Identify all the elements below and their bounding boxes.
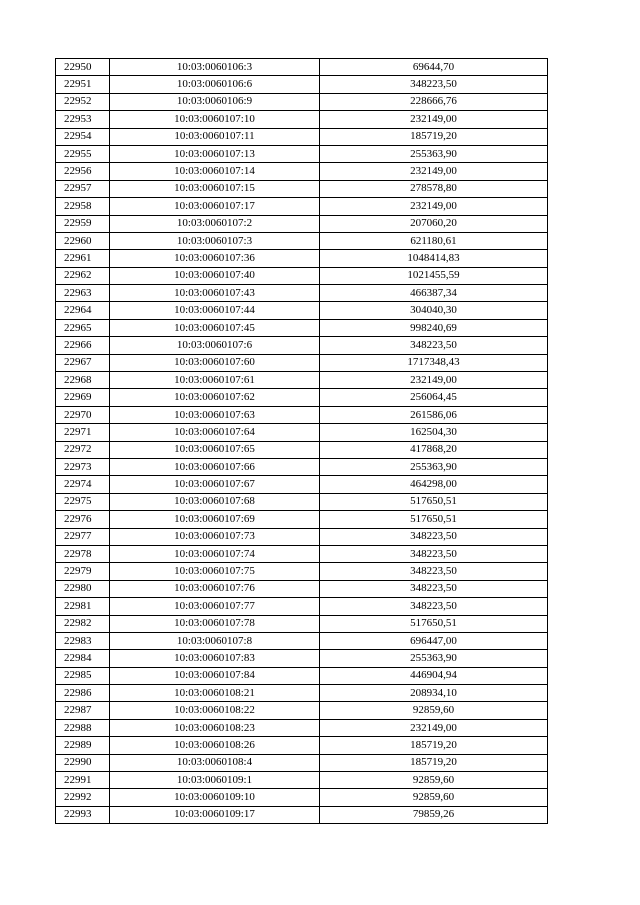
table-row	[56, 493, 548, 510]
cadastral-number-cell: 10:03:0060106:9	[110, 93, 320, 110]
row-number-cell: 22954	[56, 128, 110, 145]
amount-cell: 446904,94	[320, 667, 548, 684]
table-row	[56, 285, 548, 302]
row-number-cell: 22973	[56, 458, 110, 475]
row-number-cell: 22976	[56, 511, 110, 528]
row-number-cell: 22978	[56, 545, 110, 562]
row-number-cell: 22972	[56, 441, 110, 458]
amount-cell: 185719,20	[320, 128, 548, 145]
table-row	[56, 458, 548, 475]
table-row	[56, 93, 548, 110]
cadastral-number-cell: 10:03:0060107:74	[110, 545, 320, 562]
cadastral-number-cell: 10:03:0060107:61	[110, 372, 320, 389]
table-row	[56, 76, 548, 93]
cadastral-number-cell: 10:03:0060107:3	[110, 232, 320, 249]
amount-cell: 92859,60	[320, 702, 548, 719]
row-number-cell: 22958	[56, 198, 110, 215]
row-number-cell: 22961	[56, 250, 110, 267]
amount-cell: 517650,51	[320, 493, 548, 510]
amount-cell: 1717348,43	[320, 354, 548, 371]
amount-cell: 228666,76	[320, 93, 548, 110]
row-number-cell: 22992	[56, 789, 110, 806]
cadastral-number-cell: 10:03:0060107:76	[110, 580, 320, 597]
amount-cell: 255363,90	[320, 458, 548, 475]
table-row	[56, 145, 548, 162]
cadastral-number-cell: 10:03:0060107:69	[110, 511, 320, 528]
amount-cell: 1021455,59	[320, 267, 548, 284]
amount-cell: 208934,10	[320, 685, 548, 702]
table-row	[56, 806, 548, 823]
amount-cell: 92859,60	[320, 772, 548, 789]
table-row	[56, 198, 548, 215]
cadastral-number-cell: 10:03:0060107:36	[110, 250, 320, 267]
amount-cell: 464298,00	[320, 476, 548, 493]
row-number-cell: 22977	[56, 528, 110, 545]
row-number-cell: 22967	[56, 354, 110, 371]
table-row	[56, 389, 548, 406]
amount-cell: 232149,00	[320, 372, 548, 389]
cadastral-number-cell: 10:03:0060107:73	[110, 528, 320, 545]
table-row	[56, 789, 548, 806]
cadastral-number-cell: 10:03:0060107:60	[110, 354, 320, 371]
cadastral-number-cell: 10:03:0060106:3	[110, 59, 320, 76]
row-number-cell: 22984	[56, 650, 110, 667]
cadastral-number-cell: 10:03:0060107:63	[110, 406, 320, 423]
row-number-cell: 22971	[56, 424, 110, 441]
amount-cell: 517650,51	[320, 511, 548, 528]
row-number-cell: 22988	[56, 719, 110, 736]
amount-cell: 621180,61	[320, 232, 548, 249]
amount-cell: 998240,69	[320, 319, 548, 336]
amount-cell: 1048414,83	[320, 250, 548, 267]
row-number-cell: 22970	[56, 406, 110, 423]
row-number-cell: 22989	[56, 737, 110, 754]
table-row	[56, 128, 548, 145]
amount-cell: 69644,70	[320, 59, 548, 76]
row-number-cell: 22969	[56, 389, 110, 406]
table-row	[56, 772, 548, 789]
row-number-cell: 22980	[56, 580, 110, 597]
row-number-cell: 22957	[56, 180, 110, 197]
row-number-cell: 22981	[56, 598, 110, 615]
amount-cell: 185719,20	[320, 737, 548, 754]
amount-cell: 256064,45	[320, 389, 548, 406]
amount-cell: 348223,50	[320, 563, 548, 580]
table-row	[56, 215, 548, 232]
amount-cell: 466387,34	[320, 285, 548, 302]
cadastral-number-cell: 10:03:0060106:6	[110, 76, 320, 93]
table-row	[56, 650, 548, 667]
amount-cell: 348223,50	[320, 76, 548, 93]
row-number-cell: 22982	[56, 615, 110, 632]
table-row	[56, 580, 548, 597]
cadastral-number-cell: 10:03:0060109:10	[110, 789, 320, 806]
table-row	[56, 354, 548, 371]
amount-cell: 232149,00	[320, 163, 548, 180]
row-number-cell: 22951	[56, 76, 110, 93]
cadastral-number-cell: 10:03:0060107:14	[110, 163, 320, 180]
row-number-cell: 22968	[56, 372, 110, 389]
table-row	[56, 632, 548, 649]
table-row	[56, 598, 548, 615]
cadastral-number-cell: 10:03:0060107:64	[110, 424, 320, 441]
table-row	[56, 180, 548, 197]
table-row	[56, 719, 548, 736]
cadastral-number-cell: 10:03:0060107:8	[110, 632, 320, 649]
table-row	[56, 232, 548, 249]
cadastral-number-cell: 10:03:0060107:40	[110, 267, 320, 284]
table-row	[56, 111, 548, 128]
cadastral-number-cell: 10:03:0060108:26	[110, 737, 320, 754]
table-row	[56, 267, 548, 284]
cadastral-number-cell: 10:03:0060108:23	[110, 719, 320, 736]
row-number-cell: 22986	[56, 685, 110, 702]
row-number-cell: 22950	[56, 59, 110, 76]
cadastral-number-cell: 10:03:0060107:77	[110, 598, 320, 615]
table-row	[56, 528, 548, 545]
amount-cell: 232149,00	[320, 198, 548, 215]
amount-cell: 348223,50	[320, 337, 548, 354]
table-row	[56, 754, 548, 771]
table-row	[56, 702, 548, 719]
cadastral-number-cell: 10:03:0060107:2	[110, 215, 320, 232]
cadastral-number-cell: 10:03:0060107:66	[110, 458, 320, 475]
amount-cell: 92859,60	[320, 789, 548, 806]
cadastral-number-cell: 10:03:0060109:17	[110, 806, 320, 823]
row-number-cell: 22975	[56, 493, 110, 510]
amount-cell: 232149,00	[320, 719, 548, 736]
table-row	[56, 319, 548, 336]
amount-cell: 185719,20	[320, 754, 548, 771]
row-number-cell: 22962	[56, 267, 110, 284]
cadastral-number-cell: 10:03:0060107:10	[110, 111, 320, 128]
row-number-cell: 22955	[56, 145, 110, 162]
amount-cell: 162504,30	[320, 424, 548, 441]
row-number-cell: 22983	[56, 632, 110, 649]
amount-cell: 261586,06	[320, 406, 548, 423]
data-table	[55, 58, 548, 824]
table-row	[56, 476, 548, 493]
table-row	[56, 372, 548, 389]
row-number-cell: 22979	[56, 563, 110, 580]
cadastral-number-cell: 10:03:0060107:68	[110, 493, 320, 510]
amount-cell: 278578,80	[320, 180, 548, 197]
row-number-cell: 22956	[56, 163, 110, 180]
amount-cell: 304040,30	[320, 302, 548, 319]
cadastral-number-cell: 10:03:0060108:21	[110, 685, 320, 702]
table-body	[56, 59, 548, 824]
row-number-cell: 22966	[56, 337, 110, 354]
table-row	[56, 667, 548, 684]
cadastral-number-cell: 10:03:0060107:78	[110, 615, 320, 632]
row-number-cell: 22985	[56, 667, 110, 684]
row-number-cell: 22965	[56, 319, 110, 336]
amount-cell: 417868,20	[320, 441, 548, 458]
amount-cell: 517650,51	[320, 615, 548, 632]
cadastral-number-cell: 10:03:0060107:17	[110, 198, 320, 215]
amount-cell: 255363,90	[320, 650, 548, 667]
cadastral-number-cell: 10:03:0060107:75	[110, 563, 320, 580]
cadastral-number-cell: 10:03:0060107:13	[110, 145, 320, 162]
amount-cell: 255363,90	[320, 145, 548, 162]
amount-cell: 348223,50	[320, 528, 548, 545]
table-row	[56, 685, 548, 702]
table-row	[56, 406, 548, 423]
table-row	[56, 302, 548, 319]
cadastral-number-cell: 10:03:0060107:11	[110, 128, 320, 145]
cadastral-number-cell: 10:03:0060108:22	[110, 702, 320, 719]
table-row	[56, 737, 548, 754]
row-number-cell: 22964	[56, 302, 110, 319]
row-number-cell: 22963	[56, 285, 110, 302]
amount-cell: 696447,00	[320, 632, 548, 649]
cadastral-number-cell: 10:03:0060107:67	[110, 476, 320, 493]
row-number-cell: 22987	[56, 702, 110, 719]
table-row	[56, 250, 548, 267]
cadastral-number-cell: 10:03:0060107:83	[110, 650, 320, 667]
table-row	[56, 563, 548, 580]
row-number-cell: 22990	[56, 754, 110, 771]
amount-cell: 79859,26	[320, 806, 548, 823]
table-row	[56, 163, 548, 180]
cadastral-number-cell: 10:03:0060107:45	[110, 319, 320, 336]
table-row	[56, 424, 548, 441]
row-number-cell: 22991	[56, 772, 110, 789]
cadastral-number-cell: 10:03:0060107:43	[110, 285, 320, 302]
amount-cell: 232149,00	[320, 111, 548, 128]
cadastral-number-cell: 10:03:0060107:44	[110, 302, 320, 319]
cadastral-number-cell: 10:03:0060107:62	[110, 389, 320, 406]
row-number-cell: 22953	[56, 111, 110, 128]
row-number-cell: 22959	[56, 215, 110, 232]
table-row	[56, 337, 548, 354]
cadastral-number-cell: 10:03:0060109:1	[110, 772, 320, 789]
amount-cell: 348223,50	[320, 580, 548, 597]
amount-cell: 348223,50	[320, 598, 548, 615]
table-row	[56, 615, 548, 632]
cadastral-number-cell: 10:03:0060107:84	[110, 667, 320, 684]
row-number-cell: 22952	[56, 93, 110, 110]
cadastral-number-cell: 10:03:0060108:4	[110, 754, 320, 771]
row-number-cell: 22974	[56, 476, 110, 493]
amount-cell: 207060,20	[320, 215, 548, 232]
table-row	[56, 511, 548, 528]
cadastral-number-cell: 10:03:0060107:15	[110, 180, 320, 197]
amount-cell: 348223,50	[320, 545, 548, 562]
row-number-cell: 22960	[56, 232, 110, 249]
table-row	[56, 59, 548, 76]
cadastral-number-cell: 10:03:0060107:6	[110, 337, 320, 354]
table-row	[56, 441, 548, 458]
table-row	[56, 545, 548, 562]
row-number-cell: 22993	[56, 806, 110, 823]
cadastral-number-cell: 10:03:0060107:65	[110, 441, 320, 458]
